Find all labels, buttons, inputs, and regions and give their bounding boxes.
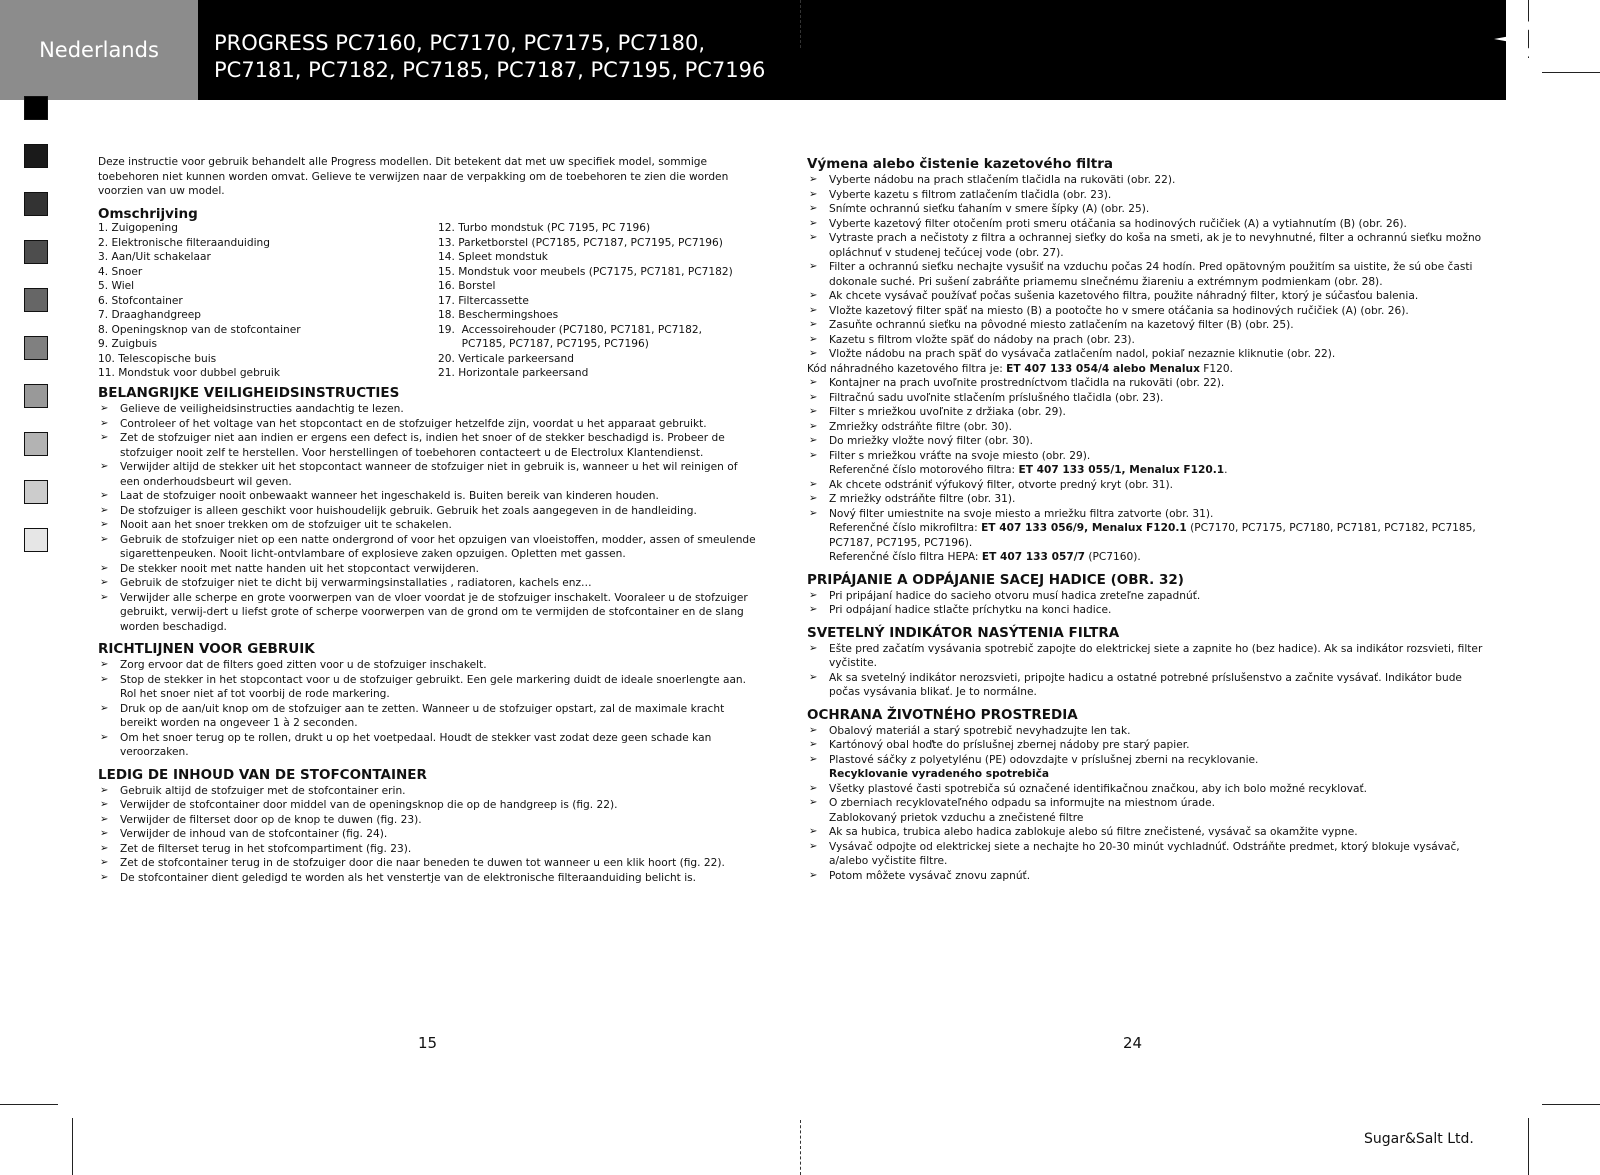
hepa-ref-number: ET 407 133 057/7 <box>981 551 1085 563</box>
left-page <box>98 155 758 199</box>
list-item: 6. Stofcontainer <box>98 294 183 307</box>
intro-text: Deze instructie voor gebruik behandelt alle Progress modellen. Dit betekent dat met uw specifiek model, sommige toebehoren niet kunnen worden omvat. Gelieve te verwijzen naar de verpakking om de toebehoren te zien die worden voorzien van uw model. <box>98 156 729 197</box>
list-item <box>807 521 1487 550</box>
filter-list-3 <box>807 478 1487 522</box>
list-item: ➢ De stekker nooit met natte handen uit het stopcontact verwijderen. <box>98 562 760 577</box>
usage-heading: RICHTLIJNEN VOOR GEBRUIK <box>98 641 315 657</box>
model-title <box>214 30 765 84</box>
list-item: ➢ Nový filter umiestnite na svoje miesto a mriežku filtra zatvorte (obr. 31). <box>807 507 1487 522</box>
model-title-line-1: PROGRESS PC7160, PC7170, PC7175, PC7180, <box>214 31 706 55</box>
list-item: ➢ Vysávač odpojte od elektrickej siete a nechajte ho 20-30 minút vychladnúť. Odstráňte predmet, ktorý blokuje vysávač, a/alebo vyčistite filtre. <box>807 840 1487 869</box>
list-item: ➢ Vyberte nádobu na prach stlačením tlačidla na rukoväti (obr. 22). <box>807 173 1487 188</box>
spare-filter-code <box>807 362 1487 377</box>
list-item: 5. Wiel <box>98 280 135 292</box>
omschrijving-heading: Omschrijving <box>98 206 198 222</box>
list-item: ➢ Filter s mriežkou uvoľnite z držiaka (obr. 29). <box>807 405 1487 420</box>
list-item: ➢ Vyberte kazetu s filtrom zatlačením tlačidla (obr. 23). <box>807 188 1487 203</box>
fold-line-bottom <box>800 1120 801 1175</box>
list-item: ➢ Stop de stekker in het stopcontact voor u de stofzuiger gebruikt. Een gele markering duidt de ideale snoerlengte aan. Rol het snoer niet af tot voorbij de rode markering. <box>98 673 760 702</box>
list-item: ➢ De stofcontainer dient geledigd te worden als het venstertje van de elektronische filteraanduiding belicht is. <box>98 871 760 886</box>
list-item: ➢ Filter s mriežkou vráťte na svoje miesto (obr. 29). <box>807 449 1487 464</box>
list-item: ➢ Obalový materiál a starý spotrebič nevyhadzujte len tak. <box>807 724 1487 739</box>
indicator-list <box>807 642 1487 700</box>
list-item <box>807 550 1487 565</box>
list-item: 3. Aan/Uit schakelaar <box>98 251 211 263</box>
list-item: 18. Beschermingshoes <box>438 309 559 321</box>
spare-filter-number: ET 407 133 054/4 alebo Menalux <box>1006 362 1200 375</box>
list-item: ➢ O zberniach recyklovateľného odpadu sa informujte na miestnom úrade. <box>807 796 1487 811</box>
list-item: 4. Snoer <box>98 265 143 278</box>
page-number-right: 24 <box>1123 1034 1143 1052</box>
list-item: 13. Parketborstel (PC7185, PC7187, PC7195, PC7196) <box>438 236 723 249</box>
empty-container-heading: LEDIG DE INHOUD VAN DE STOFCONTAINER <box>98 766 427 783</box>
recycling-subheading-wrap <box>807 767 1487 782</box>
list-item: ➢ Gelieve de veiligheidsinstructies aandachtig te lezen. <box>98 402 760 417</box>
crop-mark <box>1542 1104 1600 1105</box>
list-item: ➢ Zet de stofcontainer terug in de stofzuiger door die naar beneden te duwen tot wanneer u een klik hoort (fig. 22). <box>98 856 760 871</box>
gray-swatch <box>24 288 48 312</box>
model-title-line-2: PC7181, PC7182, PC7185, PC7187, PC7195, PC7196 <box>214 58 766 82</box>
safety-list <box>98 402 760 634</box>
list-item: ➢ Gebruik altijd de stofzuiger met de stofcontainer erin. <box>98 784 760 799</box>
crop-mark <box>72 1118 73 1175</box>
micro-ref-suffix: (PC7170, PC7175, PC7180, PC7181, PC7182, PC7185, PC7187, PC7195, PC7196). <box>829 522 1476 549</box>
list-item: ➢ Verwijder de inhoud van de stofcontainer (fig. 24). <box>98 827 760 842</box>
list-item: 10. Telescopische buis <box>98 352 217 365</box>
list-item: ➢ Ak chcete vysávač používať počas sušenia kazetového filtra, použite náhradný filter, ktorý je súčasťou balenia. <box>807 289 1487 304</box>
hose-list <box>807 589 1487 618</box>
environment-list-3 <box>807 825 1487 883</box>
list-item: ➢ Verwijder altijd de stekker uit het stopcontact wanneer de stofzuiger niet in gebruik is, wanneer u het wil reinigen of een onderhoudsbeurt wil geven. <box>98 460 760 489</box>
gray-swatch <box>24 384 48 408</box>
gray-swatch <box>24 336 48 360</box>
list-item: ➢ Ak sa svetelný indikátor nerozsvieti, pripojte hadicu a ostatné potrebné príslušenstvo a začnite vysávať. Indikátor bude počas vysávania blikať. Je to normálne. <box>807 671 1487 700</box>
environment-list <box>807 724 1487 768</box>
list-item: 8. Openingsknop van de stofcontainer <box>98 323 301 336</box>
list-item: ➢ Verwijder de filterset door op de knop te duwen (fig. 23). <box>98 813 760 828</box>
list-item: 14. Spleet mondstuk <box>438 251 548 263</box>
list-item <box>807 463 1487 478</box>
crop-mark <box>1528 1118 1529 1175</box>
filter-heading: Výmena alebo čistenie kazetového filtra <box>807 156 1114 172</box>
list-item: 9. Zuigbuis <box>98 338 158 350</box>
indicator-heading: SVETELNÝ INDIKÁTOR NASÝTENIA FILTRA <box>807 624 1120 641</box>
spare-filter-prefix: Kód náhradného kazetového filtra je: <box>807 362 1007 375</box>
list-item: 15. Mondstuk voor meubels (PC7175, PC7181, PC7182) <box>438 265 733 278</box>
list-item: 20. Verticale parkeersand <box>438 352 574 365</box>
gray-swatch <box>24 528 48 552</box>
gray-swatch <box>24 432 48 456</box>
list-item: ➢ Pri odpájaní hadice stlačte príchytku na konci hadice. <box>807 603 1487 618</box>
list-item: ➢ Nooit aan het snoer trekken om de stofzuiger uit te schakelen. <box>98 518 760 533</box>
list-item: ➢ Potom môžete vysávač znovu zapnúť. <box>807 869 1487 884</box>
header-band <box>0 0 1506 100</box>
blocked-subheading: Zablokovaný prietok vzduchu a znečistené filtre <box>829 811 1084 824</box>
motor-ref-prefix: Referenčné číslo motorového filtra: <box>829 464 1019 476</box>
list-item: ➢ Vložte kazetový filter späť na miesto (B) a pootočte ho v smere otáčania sa hodinových ručičiek (A) (obr. 26). <box>807 304 1487 319</box>
spare-filter-suffix: F120. <box>1199 362 1233 375</box>
list-item: ➢ Verwijder alle scherpe en grote voorwerpen van de vloer voordat je de stofzuiger inschakelt. Vooraleer u de stofzuiger gebruikt, verwij-dert u liefst grote of scherpe voorwerpen van de grond om te vermijden de stofcontainer en de slang worden beschadigd. <box>98 591 760 635</box>
recycling-subheading: Recyklovanie vyradeného spotrebiča <box>829 768 1050 780</box>
hepa-ref-prefix: Referenčné číslo filtra HEPA: <box>829 551 982 563</box>
list-item: 21. Horizontale parkeersand <box>438 367 589 379</box>
list-item: ➢ Zmriežky odstráňte filtre (obr. 30). <box>807 420 1487 435</box>
list-item: 11. Mondstuk voor dubbel gebruik <box>98 367 280 379</box>
list-item: ➢ Pri pripájaní hadice do sacieho otvoru musí hadica zreteľne zapadnúť. <box>807 589 1487 604</box>
list-item: ➢ Zet de filterset terug in het stofcompartiment (fig. 23). <box>98 842 760 857</box>
list-item: ➢ Kazetu s filtrom vložte späť do nádoby na prach (obr. 23). <box>807 333 1487 348</box>
list-item: ➢ Všetky plastové časti spotrebiča sú označené identifikačnou značkou, aby ich bolo možné recyklovať. <box>807 782 1487 797</box>
list-item: 7. Draaghandgreep <box>98 309 201 321</box>
list-item: ➢ Zet de stofzuiger niet aan indien er ergens een defect is, indien het snoer of de stekker beschadigd is. Probeer de stofzuiger nooit zelf te herstellen. Voor herstellingen of toebehoren contacteert u de Electrolux Klantendienst. <box>98 431 760 460</box>
micro-filter-ref <box>807 521 1487 565</box>
list-item: ➢ Gebruik de stofzuiger niet te dicht bij verwarmingsinstallaties , radiatoren, kachels enz… <box>98 576 760 591</box>
list-item: ➢ De stofzuiger is alleen geschikt voor huishoudelijk gebruik. Gebruik het zoals aangegeven in de handleiding. <box>98 504 760 519</box>
environment-heading: OCHRANA ŽIVOTNÉHO PROSTREDIA <box>807 706 1078 723</box>
list-item: ➢ Plastové sáčky z polyetylénu (PE) odovzdajte v príslušnej zberni na recyklovanie. <box>807 753 1487 768</box>
list-item: ➢ Filter a ochrannú sieťku nechajte vysušiť na vzduchu počas 24 hodín. Pred opätovným použitím sa uistite, že sú obe časti dokonale suché. Pri sušení zabráňte priamemu slnečnému žiareniu a extrémnym podmienkam (obr. 28). <box>807 260 1487 289</box>
list-item: ➢ Ešte pred začatím vysávania spotrebič zapojte do elektrickej siete a zapnite ho (bez hadice). Ak sa indikátor rozsvieti, filter vyčistite. <box>807 642 1487 671</box>
hose-heading: PRIPÁJANIE A ODPÁJANIE SACEJ HADICE (OBR. 32) <box>807 571 1184 588</box>
list-item: 1. Zuigopening <box>98 222 178 234</box>
gray-swatch <box>24 96 48 120</box>
list-item: ➢ Filtračnú sadu uvoľnite stlačením príslušného tlačidla (obr. 23). <box>807 391 1487 406</box>
list-item: ➢ Verwijder de stofcontainer door middel van de openingsknop die op de handgreep is (fig. 22). <box>98 798 760 813</box>
list-item: 19. Accessoirehouder (PC7180, PC7181, PC7182, <box>438 323 702 336</box>
list-item: ➢ Zorg ervoor dat de filters goed zitten voor u de stofzuiger inschakelt. <box>98 658 760 673</box>
filter-list <box>807 173 1487 362</box>
left-sections <box>98 384 760 885</box>
motor-ref-suffix: . <box>1224 464 1228 476</box>
list-item: PC7185, PC7187, PC7195, PC7196) <box>438 338 649 350</box>
gray-swatch <box>24 480 48 504</box>
motor-ref-number: ET 407 133 055/1, Menalux F120.1 <box>1018 464 1225 476</box>
gray-swatch <box>24 192 48 216</box>
fold-line-top <box>800 0 801 48</box>
list-item: ➢ Z mriežky odstráňte filtre (obr. 31). <box>807 492 1487 507</box>
description-list-2 <box>438 221 733 381</box>
list-item: ➢ Vyberte kazetový filter otočením proti smeru otáčania sa hodinových ručičiek (A) a vytiahnutím (B) (obr. 26). <box>807 217 1487 232</box>
empty-container-list <box>98 784 760 886</box>
list-item: 17. Filtercassette <box>438 294 529 307</box>
list-item: ➢ Druk op de aan/uit knop om de stofzuiger aan te zetten. Wanneer u de stofzuiger opstart, zal de maximale kracht bereikt worden na ongeveer 1 à 2 seconden. <box>98 702 760 731</box>
sun-logo-icon <box>1492 0 1582 84</box>
list-item: 16. Borstel <box>438 280 496 292</box>
safety-heading: BELANGRIJKE VEILIGHEIDSINSTRUCTIES <box>98 385 400 401</box>
motor-filter-ref <box>807 463 1487 478</box>
right-page <box>807 155 1487 883</box>
page-number-left: 15 <box>418 1034 438 1052</box>
list-item: ➢ Zasuňte ochrannú sieťku na pôvodné miesto zatlačením na kazetový filter (B) (obr. 25). <box>807 318 1487 333</box>
micro-ref-prefix: Referenčné číslo mikrofiltra: <box>829 522 982 534</box>
blocked-subheading-wrap <box>807 811 1487 826</box>
filter-list-2 <box>807 376 1487 463</box>
list-item: ➢ Gebruik de stofzuiger niet op een natte ondergrond of voor het opzuigen van vloeistoffen, modder, assen of smeulende sigarettenpeuken. Nooit licht-ontvlambare of explosieve zaken opzuigen. Opletten met gassen. <box>98 533 760 562</box>
list-item: 12. Turbo mondstuk (PC 7195, PC 7196) <box>438 222 651 234</box>
environment-list-2 <box>807 782 1487 811</box>
description-list-1 <box>98 221 301 381</box>
list-item: ➢ Snímte ochrannú sieťku ťahaním v smere šípky (A) (obr. 25). <box>807 202 1487 217</box>
list-item: ➢ Do mriežky vložte nový filter (obr. 30). <box>807 434 1487 449</box>
crop-mark <box>0 1104 58 1105</box>
list-item: ➢ Controleer of het voltage van het stopcontact en de stofzuiger hetzelfde zijn, voordat u het apparaat gebruikt. <box>98 417 760 432</box>
list-item: ➢ Kontajner na prach uvoľnite prostredníctvom tlačidla na rukoväti (obr. 22). <box>807 376 1487 391</box>
list-item: ➢ Vložte nádobu na prach späť do vysávača zatlačením nadol, pokiaľ nezaznie kliknutie (obr. 22). <box>807 347 1487 362</box>
usage-list <box>98 658 760 760</box>
list-item: 2. Elektronische filteraanduiding <box>98 236 270 249</box>
language-label: Nederlands <box>0 0 198 100</box>
list-item: ➢ Vytraste prach a nečistoty z filtra a ochrannej sieťky do koša na smeti, ak je to nevyhnutné, filter a ochrannú sieťku možno opláchnuť v studenej tečúcej vode (obr. 27). <box>807 231 1487 260</box>
list-item: ➢ Kartónový obal hoďte do príslušnej zbernej nádoby pre starý papier. <box>807 738 1487 753</box>
gray-swatch <box>24 240 48 264</box>
list-item: ➢ Ak chcete odstrániť výfukový filter, otvorte predný kryt (obr. 31). <box>807 478 1487 493</box>
list-item: ➢ Laat de stofzuiger nooit onbewaakt wanneer het ingeschakeld is. Buiten bereik van kinderen houden. <box>98 489 760 504</box>
list-item: ➢ Ak sa hubica, trubica alebo hadica zablokuje alebo sú filtre znečistené, vysávač sa okamžite vypne. <box>807 825 1487 840</box>
list-item: ➢ Om het snoer terug op te rollen, drukt u op het voetpedaal. Houdt de stekker vast zodat deze geen schade kan veroorzaken. <box>98 731 760 760</box>
micro-ref-number: ET 407 133 056/9, Menalux F120.1 <box>981 522 1187 534</box>
hepa-ref-suffix: (PC7160). <box>1084 551 1141 563</box>
company-name: Sugar&Salt Ltd. <box>1364 1131 1474 1147</box>
gray-swatch <box>24 144 48 168</box>
